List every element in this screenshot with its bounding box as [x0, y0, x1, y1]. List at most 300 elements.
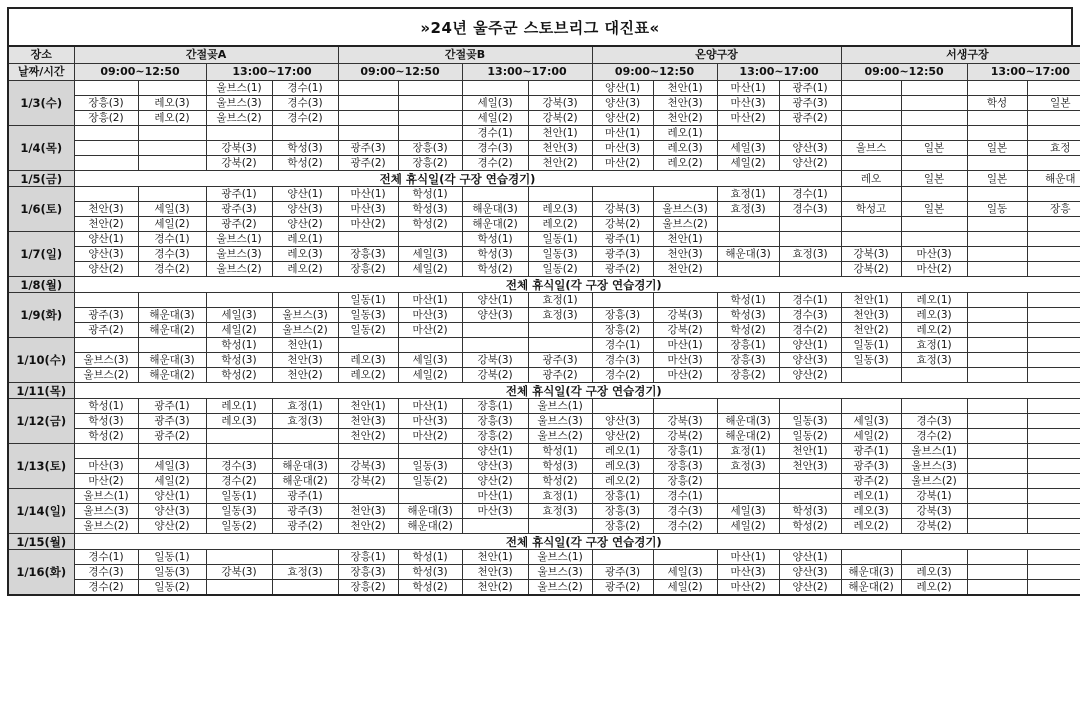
team-cell: 학성(3) — [779, 504, 841, 519]
team-cell: 장흥(2) — [74, 111, 138, 126]
team-cell — [967, 217, 1027, 232]
team-cell: 일동(3) — [398, 459, 462, 474]
team-cell: 효정(3) — [528, 504, 592, 519]
team-cell — [901, 550, 967, 565]
team-cell: 레오(2) — [592, 474, 653, 489]
team-cell: 경수(2) — [901, 429, 967, 444]
match-row — [8, 126, 1080, 141]
team-cell: 천안(2) — [338, 429, 398, 444]
team-cell — [74, 81, 138, 96]
team-cell: 효정(3) — [717, 202, 779, 217]
team-cell: 마산(2) — [592, 156, 653, 171]
schedule-sheet — [7, 7, 1076, 596]
team-cell: 양산(1) — [592, 81, 653, 96]
team-cell — [967, 293, 1027, 308]
team-cell: 장흥(2) — [398, 156, 462, 171]
team-cell — [967, 368, 1027, 383]
team-cell — [1027, 459, 1080, 474]
team-cell — [841, 368, 901, 383]
team-cell — [206, 429, 272, 444]
team-cell: 양산(2) — [779, 368, 841, 383]
match-row — [8, 323, 1080, 338]
team-cell: 학성 — [967, 96, 1027, 111]
team-cell — [967, 444, 1027, 459]
date-cell: 1/15(월) — [8, 534, 74, 550]
team-cell: 학성(3) — [398, 202, 462, 217]
team-cell: 양산(1) — [462, 444, 528, 459]
team-cell: 레오(1) — [653, 126, 717, 141]
team-cell — [1027, 519, 1080, 534]
team-cell — [462, 323, 528, 338]
team-cell: 양산(2) — [592, 429, 653, 444]
team-cell: 경수(2) — [653, 519, 717, 534]
team-cell: 일동(3) — [138, 565, 206, 580]
team-cell: 경수(3) — [74, 565, 138, 580]
team-cell — [528, 187, 592, 202]
team-cell: 학성(2) — [272, 156, 338, 171]
team-cell: 광주(3) — [592, 247, 653, 262]
team-cell: 마산(3) — [398, 414, 462, 429]
slot-header: 13:00~17:00 — [462, 64, 592, 81]
team-cell: 경수(1) — [74, 550, 138, 565]
team-cell: 마산(3) — [398, 308, 462, 323]
team-cell — [462, 338, 528, 353]
team-cell: 레오(1) — [206, 399, 272, 414]
team-cell: 장흥(1) — [338, 550, 398, 565]
team-cell: 강북(3) — [206, 141, 272, 156]
date-cell: 1/4(목) — [8, 126, 74, 171]
team-cell — [272, 550, 338, 565]
schedule-table — [7, 45, 1080, 596]
team-cell — [967, 111, 1027, 126]
venue-header: 간절곶A — [74, 46, 338, 64]
team-cell: 세일(3) — [717, 141, 779, 156]
date-cell: 1/12(금) — [8, 399, 74, 444]
team-cell: 레오(3) — [206, 414, 272, 429]
team-cell: 일동(1) — [841, 338, 901, 353]
team-cell — [779, 262, 841, 277]
team-cell: 세일(3) — [206, 308, 272, 323]
team-cell: 천안(3) — [528, 141, 592, 156]
match-row — [8, 353, 1080, 368]
team-cell: 학성고 — [841, 202, 901, 217]
team-cell: 학성(1) — [462, 232, 528, 247]
team-cell: 레오(3) — [338, 353, 398, 368]
team-cell: 세일(2) — [206, 323, 272, 338]
team-cell — [779, 399, 841, 414]
team-cell: 장흥(3) — [653, 459, 717, 474]
team-cell — [528, 338, 592, 353]
rest-day-row — [8, 383, 1080, 399]
team-cell: 레오 — [841, 171, 901, 187]
team-cell: 일동 — [967, 202, 1027, 217]
team-cell: 천안(2) — [74, 217, 138, 232]
team-cell: 효정(3) — [901, 353, 967, 368]
team-cell: 레오(2) — [272, 262, 338, 277]
team-cell: 경수(1) — [138, 232, 206, 247]
team-cell: 경수(1) — [462, 126, 528, 141]
date-cell: 1/11(목) — [8, 383, 74, 399]
team-cell: 세일(3) — [841, 414, 901, 429]
team-cell: 레오(2) — [901, 580, 967, 596]
team-cell: 해운대 — [1027, 171, 1080, 187]
team-cell: 강북(3) — [653, 414, 717, 429]
team-cell: 광주(3) — [592, 565, 653, 580]
team-cell: 학성(1) — [74, 399, 138, 414]
team-cell — [138, 126, 206, 141]
team-cell — [1027, 399, 1080, 414]
team-cell: 마산(2) — [653, 368, 717, 383]
match-row — [8, 338, 1080, 353]
team-cell — [901, 111, 967, 126]
team-cell: 강북(3) — [592, 202, 653, 217]
team-cell: 양산(1) — [779, 338, 841, 353]
team-cell — [967, 550, 1027, 565]
team-cell: 마산(2) — [398, 429, 462, 444]
team-cell — [717, 474, 779, 489]
team-cell: 세일(2) — [841, 429, 901, 444]
team-cell: 강북(3) — [206, 565, 272, 580]
team-cell: 울브스(2) — [74, 519, 138, 534]
team-cell: 세일(3) — [138, 459, 206, 474]
venue-header: 간절곶B — [338, 46, 592, 64]
team-cell — [841, 187, 901, 202]
team-cell: 천안(1) — [528, 126, 592, 141]
team-cell — [1027, 262, 1080, 277]
team-cell — [74, 156, 138, 171]
team-cell: 해운대(3) — [138, 308, 206, 323]
team-cell: 천안(3) — [653, 247, 717, 262]
team-cell: 마산(1) — [338, 187, 398, 202]
team-cell — [398, 96, 462, 111]
team-cell: 마산(1) — [717, 81, 779, 96]
team-cell — [901, 81, 967, 96]
team-cell: 세일(2) — [398, 368, 462, 383]
team-cell — [338, 111, 398, 126]
team-cell — [592, 399, 653, 414]
team-cell: 학성(2) — [462, 262, 528, 277]
team-cell: 광주(2) — [592, 262, 653, 277]
team-cell: 장흥(2) — [592, 519, 653, 534]
team-cell: 마산(1) — [398, 399, 462, 414]
team-cell: 마산(2) — [74, 474, 138, 489]
team-cell — [901, 96, 967, 111]
team-cell — [338, 81, 398, 96]
team-cell: 광주(2) — [592, 580, 653, 596]
team-cell: 양산(3) — [779, 141, 841, 156]
team-cell: 레오(3) — [138, 96, 206, 111]
team-cell — [1027, 232, 1080, 247]
slot-header: 13:00~17:00 — [717, 64, 841, 81]
team-cell: 마산(1) — [398, 293, 462, 308]
match-row — [8, 414, 1080, 429]
team-cell: 광주(2) — [528, 368, 592, 383]
team-cell: 일동(1) — [138, 550, 206, 565]
match-row — [8, 368, 1080, 383]
team-cell: 양산(2) — [74, 262, 138, 277]
team-cell — [592, 293, 653, 308]
team-cell: 마산(3) — [653, 353, 717, 368]
team-cell: 강북(2) — [462, 368, 528, 383]
team-cell: 천안(3) — [338, 414, 398, 429]
team-cell: 광주(2) — [74, 323, 138, 338]
team-cell — [717, 126, 779, 141]
match-row — [8, 459, 1080, 474]
team-cell — [528, 81, 592, 96]
team-cell: 천안(3) — [462, 565, 528, 580]
team-cell: 장흥(3) — [398, 141, 462, 156]
team-cell: 마산(1) — [592, 126, 653, 141]
team-cell: 울브스(3) — [901, 459, 967, 474]
team-cell — [206, 293, 272, 308]
team-cell: 해운대(3) — [462, 202, 528, 217]
team-cell: 울브스(2) — [528, 580, 592, 596]
team-cell: 효정(3) — [272, 565, 338, 580]
team-cell: 일본 — [901, 202, 967, 217]
team-cell — [717, 399, 779, 414]
date-cell: 1/5(금) — [8, 171, 74, 187]
team-cell — [901, 126, 967, 141]
team-cell: 광주(3) — [779, 96, 841, 111]
team-cell: 경수(2) — [592, 368, 653, 383]
venue-header: 서생구장 — [841, 46, 1080, 64]
team-cell — [967, 580, 1027, 596]
team-cell: 광주(1) — [841, 444, 901, 459]
team-cell: 양산(2) — [592, 111, 653, 126]
team-cell — [1027, 489, 1080, 504]
match-row — [8, 550, 1080, 565]
date-cell: 1/8(월) — [8, 277, 74, 293]
match-row — [8, 156, 1080, 171]
team-cell: 일동(2) — [338, 323, 398, 338]
team-cell: 광주(3) — [841, 459, 901, 474]
match-row — [8, 262, 1080, 277]
team-cell: 레오(3) — [901, 308, 967, 323]
team-cell: 세일(3) — [462, 96, 528, 111]
team-cell: 마산(3) — [74, 459, 138, 474]
team-cell — [967, 353, 1027, 368]
team-cell: 경수(3) — [653, 504, 717, 519]
team-cell: 광주(2) — [841, 474, 901, 489]
team-cell: 강북(1) — [901, 489, 967, 504]
match-row — [8, 232, 1080, 247]
team-cell — [1027, 504, 1080, 519]
team-cell — [967, 519, 1027, 534]
team-cell: 경수(2) — [206, 474, 272, 489]
team-cell — [967, 338, 1027, 353]
team-cell: 울브스(3) — [528, 565, 592, 580]
team-cell — [338, 489, 398, 504]
team-cell: 울브스(1) — [206, 232, 272, 247]
team-cell: 천안(2) — [841, 323, 901, 338]
team-cell: 울브스(1) — [901, 444, 967, 459]
team-cell: 학성(2) — [398, 217, 462, 232]
team-cell: 광주(3) — [528, 353, 592, 368]
team-cell — [74, 141, 138, 156]
venue-header: 온양구장 — [592, 46, 841, 64]
match-row — [8, 111, 1080, 126]
team-cell: 양산(1) — [272, 187, 338, 202]
team-cell: 강북(3) — [901, 504, 967, 519]
team-cell: 세일(2) — [717, 156, 779, 171]
team-cell — [338, 126, 398, 141]
team-cell: 광주(1) — [779, 81, 841, 96]
rest-day-label: 전체 휴식일(각 구장 연습경기) — [74, 534, 1080, 550]
team-cell — [398, 489, 462, 504]
team-cell: 레오(2) — [528, 217, 592, 232]
team-cell: 울브스(2) — [653, 217, 717, 232]
team-cell: 효정(1) — [717, 444, 779, 459]
team-cell: 장흥(2) — [717, 368, 779, 383]
team-cell: 장흥(3) — [74, 96, 138, 111]
date-cell: 1/9(화) — [8, 293, 74, 338]
team-cell — [901, 232, 967, 247]
team-cell: 효정(3) — [528, 308, 592, 323]
team-cell: 천안(1) — [779, 444, 841, 459]
team-cell: 경수(1) — [592, 338, 653, 353]
team-cell: 경수(2) — [74, 580, 138, 596]
team-cell: 장흥(1) — [717, 338, 779, 353]
team-cell: 일동(2) — [398, 474, 462, 489]
team-cell: 양산(2) — [779, 580, 841, 596]
team-cell: 효정(3) — [272, 414, 338, 429]
team-cell — [967, 323, 1027, 338]
team-cell — [272, 126, 338, 141]
team-cell: 강북(3) — [841, 247, 901, 262]
slot-header: 09:00~12:50 — [338, 64, 462, 81]
date-cell: 1/6(토) — [8, 187, 74, 232]
team-cell — [1027, 368, 1080, 383]
team-cell — [653, 550, 717, 565]
team-cell — [138, 141, 206, 156]
team-cell: 일동(1) — [528, 232, 592, 247]
venue-header-row — [8, 46, 1080, 64]
date-cell: 1/10(수) — [8, 338, 74, 383]
team-cell — [967, 504, 1027, 519]
team-cell: 광주(3) — [74, 308, 138, 323]
team-cell: 학성(3) — [74, 414, 138, 429]
team-cell: 일동(3) — [841, 353, 901, 368]
team-cell: 학성(3) — [398, 565, 462, 580]
team-cell: 경수(2) — [138, 262, 206, 277]
team-cell — [967, 81, 1027, 96]
team-cell: 학성(3) — [528, 459, 592, 474]
team-cell: 일동(2) — [528, 262, 592, 277]
team-cell — [398, 232, 462, 247]
team-cell: 레오(2) — [338, 368, 398, 383]
team-cell — [717, 489, 779, 504]
team-cell — [462, 519, 528, 534]
team-cell: 해운대(2) — [272, 474, 338, 489]
team-cell — [138, 156, 206, 171]
team-cell — [967, 399, 1027, 414]
team-cell: 천안(2) — [653, 262, 717, 277]
team-cell — [206, 444, 272, 459]
team-cell: 일동(2) — [138, 580, 206, 596]
team-cell: 해운대(3) — [272, 459, 338, 474]
team-cell: 천안(2) — [653, 111, 717, 126]
team-cell: 울브스(1) — [528, 399, 592, 414]
venue-label: 장소 — [8, 46, 74, 64]
team-cell: 울브스(2) — [901, 474, 967, 489]
team-cell: 광주(2) — [779, 111, 841, 126]
team-cell: 해운대(3) — [717, 414, 779, 429]
team-cell — [138, 338, 206, 353]
team-cell — [138, 293, 206, 308]
team-cell: 양산(2) — [272, 217, 338, 232]
team-cell — [272, 293, 338, 308]
match-row — [8, 96, 1080, 111]
team-cell — [967, 429, 1027, 444]
team-cell: 광주(1) — [138, 399, 206, 414]
team-cell: 마산(3) — [338, 202, 398, 217]
team-cell: 해운대(2) — [462, 217, 528, 232]
team-cell: 광주(3) — [338, 141, 398, 156]
team-cell — [1027, 550, 1080, 565]
team-cell: 마산(2) — [717, 580, 779, 596]
team-cell: 양산(2) — [462, 474, 528, 489]
team-cell — [398, 338, 462, 353]
rest-day-label: 전체 휴식일(각 구장 연습경기) — [74, 277, 1080, 293]
team-cell: 레오(3) — [592, 459, 653, 474]
team-cell: 울브스(3) — [272, 308, 338, 323]
team-cell — [1027, 444, 1080, 459]
team-cell: 레오(3) — [272, 247, 338, 262]
team-cell — [841, 232, 901, 247]
team-cell: 효정(1) — [528, 293, 592, 308]
team-cell: 천안(2) — [338, 519, 398, 534]
team-cell — [717, 217, 779, 232]
time-label: 날짜/시간 — [8, 64, 74, 81]
team-cell: 광주(3) — [206, 202, 272, 217]
team-cell: 학성(2) — [206, 368, 272, 383]
team-cell: 양산(2) — [779, 156, 841, 171]
team-cell — [967, 489, 1027, 504]
team-cell — [967, 474, 1027, 489]
team-cell: 울브스 — [841, 141, 901, 156]
team-cell: 학성(1) — [398, 187, 462, 202]
team-cell: 장흥(3) — [462, 414, 528, 429]
team-cell: 양산(1) — [462, 293, 528, 308]
team-cell — [967, 308, 1027, 323]
team-cell: 천안(3) — [338, 504, 398, 519]
team-cell: 일본 — [901, 141, 967, 156]
slot-header: 13:00~17:00 — [206, 64, 338, 81]
team-cell — [398, 111, 462, 126]
team-cell — [1027, 338, 1080, 353]
team-cell: 학성(1) — [528, 444, 592, 459]
team-cell: 천안(1) — [841, 293, 901, 308]
team-cell — [1027, 187, 1080, 202]
team-cell — [206, 580, 272, 596]
team-cell: 강북(2) — [901, 519, 967, 534]
team-cell: 양산(3) — [462, 459, 528, 474]
team-cell: 천안(3) — [841, 308, 901, 323]
team-cell — [1027, 323, 1080, 338]
team-cell — [967, 459, 1027, 474]
match-row — [8, 429, 1080, 444]
team-cell — [138, 81, 206, 96]
team-cell — [967, 414, 1027, 429]
team-cell — [272, 429, 338, 444]
team-cell: 일동(1) — [206, 489, 272, 504]
rest-day-row — [8, 277, 1080, 293]
team-cell: 학성(3) — [717, 308, 779, 323]
team-cell: 마산(2) — [717, 111, 779, 126]
team-cell: 레오(1) — [272, 232, 338, 247]
match-row — [8, 202, 1080, 217]
team-cell: 광주(1) — [272, 489, 338, 504]
